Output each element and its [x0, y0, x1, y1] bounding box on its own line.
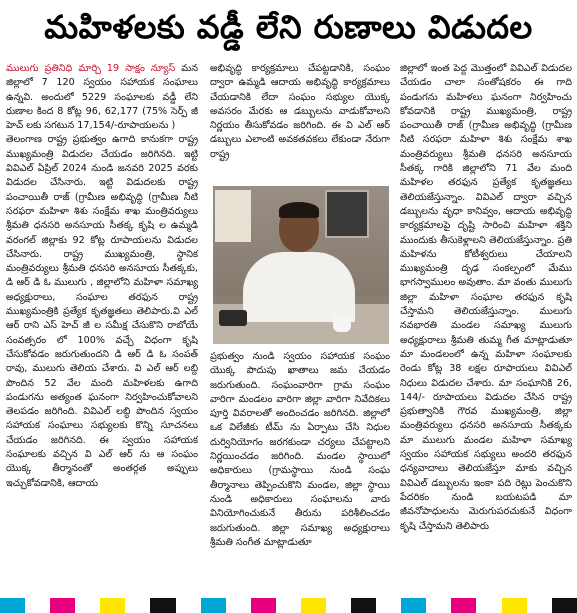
color-bar-swatch	[326, 598, 351, 613]
dateline: ములుగు ప్రతినిధి మార్చి 19 సాక్షం న్యూస్	[6, 63, 176, 74]
color-bar-swatch	[251, 598, 276, 613]
color-bar-swatch	[125, 598, 150, 613]
photo-wall-frame	[215, 190, 251, 242]
article-paragraph: తెలంగాణ రాష్ట్ర ప్రభుత్వం ఉగాది కానుకగా రాష్ట్ర ముఖ్యమంత్రి విడుదల చేయడం జరిగినది. ఇట్టి వివిఎల్ ఏప్రిల్ 2024 నుండి జనవరి 2025 వరకు విడుదల చేసినారు. ఇట్టి విడుదలకు రాష్ట్ర పంచాయితీ రాజ్ (గ్రామీణ అభివృద్ధి (గ్రామీణ నీటి సరఫరా మహిళా శిశు సంక్షేమ శాఖ మంత్రివర్యులు శ్రీమతి ధనసరి అనసూయ సీతక్క కృషి ల ఉమ్మడి వరంగల్ జిల్లాకు 92 కోట్ల రూపాయలను విడుదల చేసినారు. రాష్ట్ర ముఖ్యమంత్రి, స్థానిక మంత్రివర్యులు శ్రీమతి ధనసరి అనసూయ సీతక్కకు, డి ఆర్ డి ఓ ములుగు , జిల్లాలోని మహిళా సమాఖ్య అధ్యక్షురాలు, సంఘాల తరఫున రాష్ట్ర ముఖ్యమంత్రికి ప్రత్యేక కృతజ్ఞతలు తెలిపారు.వి ఎల్ ఆర్ రాని ఎస్ హెచ్ జీ ల సమీక్ష చేసుకొని రాబోయే సంవత్సరం లో 100% వచ్చే విధంగా కృషి చేసుకోవడం జరుగుతుందని డి ఆర్ డి ఓ సంపత్ రావు, ములుగు తెలియ చేశారు. వి ఎల్ ఆర్ లబ్ది పొందిన 52 వేల మంది మహిళలకు ఉగాది పండుగను అత్యంత ఘనంగా నిర్వహించుకోవాలని తెలపడం జరిగింది. వివిఎల్ లబ్ధి పొందిన స్వయం సహాయక సంఘాలు సభ్యులకు కొన్ని సూచనలు చేయడం జరిగినది. ఈ స్వయం సహాయక సంఘాలకు వచ్చిన వి ఎల్ ఆర్ ను ఆ సంఘం యొక్క తీర్మానంతో అంతర్గత అప్పులు ఇచ్చుకోవడానికి, ఆదాయ	[6, 134, 198, 489]
color-bar-swatch	[50, 598, 75, 613]
color-bar-swatch	[201, 598, 226, 613]
color-bar-swatch	[176, 598, 201, 613]
color-bar-swatch	[476, 598, 501, 613]
headline: మహిళలకు వడ్డీ లేని రుణాలు విడుదల	[44, 8, 533, 46]
color-bar-swatch	[150, 598, 175, 613]
color-bar-swatch	[276, 598, 301, 613]
color-bar-swatch	[502, 598, 527, 613]
article-paragraph: జిల్లాలో ఇంత పెద్ద మొత్తంలో వివిఎల్ విడుదల చేయడం చాలా సంతోషకరం ఈ గాది పండుగను మహిళలు ఘనంగా నిర్వహించు కోవడానికి రాష్ట్ర ముఖ్యమంత్రి, రాష్ట్ర పంచాయితీ రాజ్ (గ్రామీణ అభివృద్ధి (గ్రామీణ నీటి సరఫరా మహిళా శిశు సంక్షేమ శాఖ మంత్రివర్యులు శ్రీమతి ధనసరి అనసూయ సీతక్క గారికి జిల్లాలోని 71 వేల మంది మహిళల తరఫున ప్రత్యేక కృతజ్ఞతలు తెలియజేస్తున్నాం. వివిఎల్ ద్వారా వచ్చిన డబ్బులను వృధా కానివ్వం, ఆదాయ అభివృద్ధి కార్యక్రమాలపై దృష్టి సారించి మహిళా శక్తిని ముందుకు తీసుకెళ్లాలని తెలియజేస్తున్నాం. ప్రతి మహిళను కోటీశ్వరులు చేయాలని ముఖ్యమంత్రి దృఢ సంకల్పంలో మేము భాగస్వాములం అవుతాం. మా వంతు ములుగు జిల్లా మహిళా సంఘాల తరఫున కృషి చేస్తామని తెలియజేస్తున్నాం. ములుగు నవభారతి మండల సమాఖ్య ములుగు అధ్యక్షురాలు శ్రీమతి తుమ్మ గీత మాట్లాడుతూ మా మండలంలో ఉన్న మహిళా సంఘాలకు రెండు కోట్ల 38 లక్షల రూపాయలు వివిఎల్ నిధులు విడుదల చేశారు. మా సంఘానికి 26, 144/- రూపాయలు విడుదల చేసిన రాష్ట్ర ప్రభుత్వానికి గౌరవ ముఖ్యమంత్రి, జిల్లా మంత్రివర్యులు ధనసరి అనసూయ సీతక్కకు మా ములుగు మండల మహిళా సమాఖ్య స్వయం సహాయక సభ్యులు అందరి తరఫున ధన్యవాదాలు తెలియజేస్తూ మాకు వచ్చిన వివిఎల్ డబ్బులను ఇంకా పది రెట్లు పెంచుకొని పేదరికం నుండి బయటపడి మా జీవనోపాధులను మెరుగుపరచుకునే విధంగా కృషి చేస్తామని తెలిపారు	[400, 63, 572, 532]
color-bar-swatch	[376, 598, 401, 613]
photo-person-shirt	[243, 252, 355, 322]
color-bar-swatch	[527, 598, 552, 613]
article-column-3	[400, 62, 572, 594]
portrait-photo	[213, 186, 389, 344]
article-paragraph: అభివృద్ధి కార్యక్రమాలు చేపట్టడానికి, సంఘం ద్వారా ఉమ్మడి ఆదాయ అభివృద్ధి కార్యక్రమాలు చేయడానికి లేదా సంఘం సభ్యుల యొక్క అవసరం మేరకు ఆ డబ్బులను వాడుకోవాలని నిర్ణయం తీసుకోవడం జరిగింది. ఈ వి ఎల్ ఆర్ డబ్బులు ఎలాంటి అవకతవకలు లేకుండా నేరుగా రాష్ట్ర	[210, 63, 390, 160]
color-bar-swatch	[100, 598, 125, 613]
color-bar-swatch	[25, 598, 50, 613]
article-column-2-top	[210, 62, 390, 182]
color-bar-swatch	[401, 598, 426, 613]
photo-wall-portrait	[325, 190, 369, 238]
article-paragraph: ప్రభుత్వం నుండి స్వయం సహాయక సంఘం యొక్క పొదుపు ఖాతాలు జమ చేయడం జరుగుతుంది. సంఘంవారిగా గ్రామ సంఘం వారిగా మండలం వారిగా జిల్లా వారిగా నివేదికలు పూర్తి వివరాలతో అందించడం జరిగినది. జిల్లాలో ఒక విలేజీకు టీమ్ ను ఏర్పాటు చేసి నిధుల దుర్వినియోగం జరగకుండా చర్యలు చేపట్టాలని నిర్ణయించడం జరిగింది. మండల స్థాయిలో అధికారులు (గ్రామస్థాయి నుండి సంఘ తీర్మానాలు తెప్పించుకొని మండల, జిల్లా స్థాయి నుండి అధికారులు సంఘాలను వారు వినియోగించుకునే తీరును పరిశీలించడం జరుగుతుంది. జిల్లా సమాఖ్య అధ్యక్షురాలు శ్రీమతి సంగీత మాట్లాడుతూ	[210, 351, 390, 548]
color-bar-swatch	[0, 598, 25, 613]
photo-person-hair	[279, 202, 319, 218]
color-bar-swatch	[351, 598, 376, 613]
color-bar-swatch	[426, 598, 451, 613]
color-bar-swatch	[451, 598, 476, 613]
article-column-1	[6, 62, 198, 594]
article-paragraph	[6, 62, 198, 133]
color-bar-swatch	[226, 598, 251, 613]
color-bar-swatch	[301, 598, 326, 613]
photo-cup	[333, 316, 351, 332]
color-bar-swatch	[552, 598, 577, 613]
article-text: మన జిల్లాలో 7 120 స్వయం సహాయక సంఘాలు ఉన్నవి. అందులో 5229 సంఘాలకు వడ్డీ లేని రుణాల కింద 8 కోట్ల 96, 62,177 (75% సెర్ప్ జీ హెచ్ లకు సగటున 17,154/-రూపాయలను )	[6, 63, 198, 132]
color-bar-swatch	[75, 598, 100, 613]
photo-desk-phone	[219, 310, 247, 326]
article-column-2-bottom	[210, 350, 390, 594]
print-color-bar	[0, 598, 577, 613]
